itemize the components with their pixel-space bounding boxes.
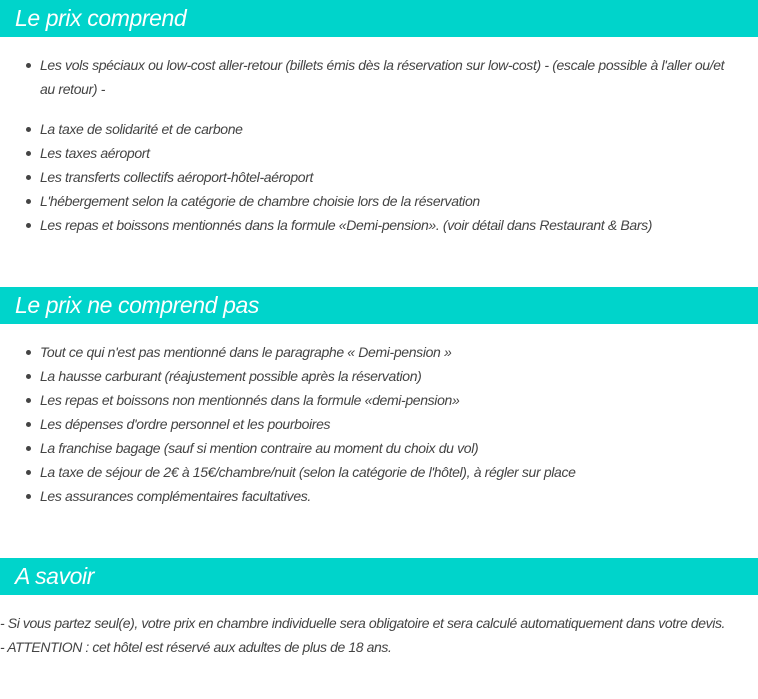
- list-item: Les vols spéciaux ou low-cost aller-retour (billets émis dès la réservation sur low-cost) - (escale possible à l'aller ou/et au retour) -: [40, 53, 740, 101]
- section-header-to-know: [0, 558, 758, 595]
- section-title: Le prix ne comprend pas: [15, 292, 259, 318]
- list-item: La taxe de séjour de 2€ à 15€/chambre/nuit (selon la catégorie de l'hôtel), à régler sur place: [40, 460, 740, 484]
- list-item: L'hébergement selon la catégorie de chambre choisie lors de la réservation: [40, 189, 740, 213]
- section-title: A savoir: [15, 563, 95, 589]
- list-item: Les dépenses d'ordre personnel et les pourboires: [40, 412, 740, 436]
- to-know-notes: [0, 611, 756, 659]
- list-item: Les assurances complémentaires facultatives.: [40, 484, 740, 508]
- note-line: - Si vous partez seul(e), votre prix en chambre individuelle sera obligatoire et sera calculé automatiquement dans votre devis.: [0, 615, 726, 631]
- note-line: - ATTENTION : cet hôtel est réservé aux adultes de plus de 18 ans.: [0, 639, 392, 655]
- list-item: Tout ce qui n'est pas mentionné dans le paragraphe « Demi-pension »: [40, 340, 740, 364]
- list-item: Les taxes aéroport: [40, 141, 740, 165]
- not-included-list: [0, 340, 740, 508]
- section-header-included: [0, 0, 758, 37]
- list-item: Les transferts collectifs aéroport-hôtel-aéroport: [40, 165, 740, 189]
- list-item: La hausse carburant (réajustement possible après la réservation): [40, 364, 740, 388]
- list-item: La franchise bagage (sauf si mention contraire au moment du choix du vol): [40, 436, 740, 460]
- included-list: [0, 53, 740, 237]
- list-item: La taxe de solidarité et de carbone: [40, 117, 740, 141]
- section-header-not-included: [0, 287, 758, 324]
- list-item: Les repas et boissons mentionnés dans la formule «Demi-pension». (voir détail dans Restaurant & Bars): [40, 213, 740, 237]
- list-item: Les repas et boissons non mentionnés dans la formule «demi-pension»: [40, 388, 740, 412]
- section-title: Le prix comprend: [15, 5, 187, 31]
